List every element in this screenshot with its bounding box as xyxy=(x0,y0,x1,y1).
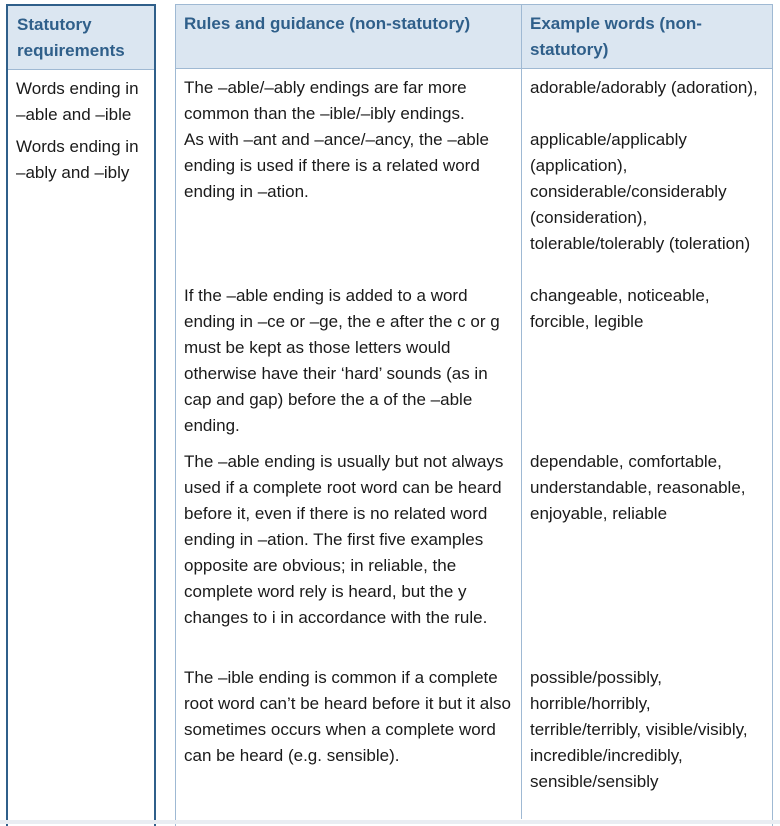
examples-header: Example words (non-statutory) xyxy=(530,14,702,59)
rules-header: Rules and guidance (non-statutory) xyxy=(176,5,522,68)
table-header-row xyxy=(176,5,772,69)
requirement-item: Words ending in –ably and –ibly xyxy=(16,137,139,182)
rules-cell: As with –ant and –ance/–ancy, the –able ending is used if there is a related word ending in –ation. xyxy=(176,121,522,277)
page-bottom-rule xyxy=(0,820,780,824)
rules-cell: The –ible ending is common if a complete root word can’t be heard before it but it also sometimes occurs when a complete word can be heard (e.g. sensible). xyxy=(176,659,522,819)
statutory-requirements-header: Statutory requirements xyxy=(8,6,154,70)
table-row xyxy=(176,659,772,819)
rules-cell: The –able/–ably endings are far more common than the –ible/–ibly endings. xyxy=(176,69,522,121)
table-row xyxy=(176,443,772,659)
examples-cell: applicable/applicably (application), considerable/considerably (consideration), tolerable/tolerably (toleration) xyxy=(530,130,751,253)
rules-cell: If the –able ending is added to a word ending in –ce or –ge, the e after the c or g must be kept as those letters would otherwise have their ‘hard’ sounds (as in cap and gap) before the a of the –able ending. xyxy=(176,277,522,443)
requirement-item: Words ending in –able and –ible xyxy=(16,79,139,124)
table-row xyxy=(176,121,772,277)
examples-cell: changeable, noticeable, forcible, legible xyxy=(530,286,710,331)
examples-cell: dependable, comfortable, understandable, reasonable, enjoyable, reliable xyxy=(530,452,746,523)
guidance-table xyxy=(175,4,773,826)
table-row xyxy=(176,69,772,121)
statutory-requirements-column xyxy=(6,4,156,826)
rules-cell: The –able ending is usually but not always used if a complete root word can be heard before it, even if there is no related word ending in –ation. The first five examples opposite are obvious; in reliable, the complete word rely is heard, but the y changes to i in accordance with the rule. xyxy=(176,443,522,659)
examples-cell: possible/possibly, horrible/horribly, terrible/terribly, visible/visibly, incredible/incredibly, sensible/sensibly xyxy=(530,668,748,791)
table-row xyxy=(176,277,772,443)
examples-cell: adorable/adorably (adoration), xyxy=(530,78,758,97)
statutory-requirements-body xyxy=(8,70,154,186)
